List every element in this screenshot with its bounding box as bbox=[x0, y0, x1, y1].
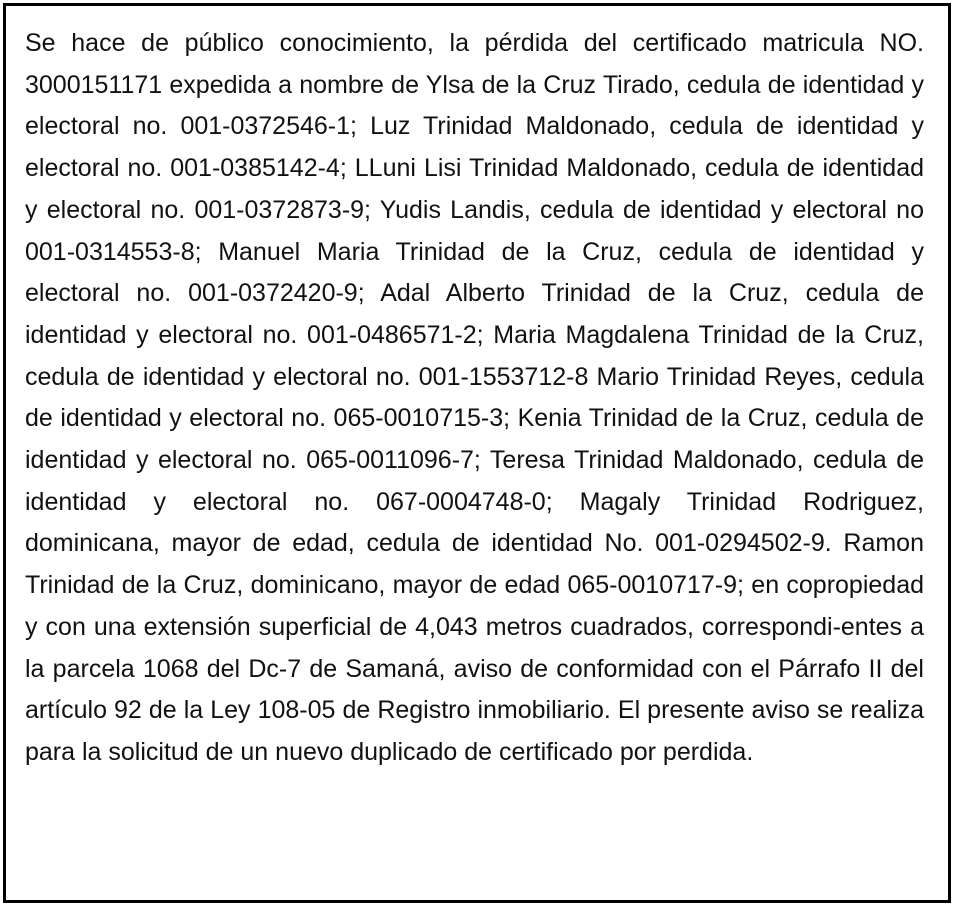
notice-text: Se hace de público conocimiento, la pérdida del certificado matricula NO. 3000151171 expedida a nombre de Ylsa de la Cruz Tirado, cedula de identidad y electoral no. 001-0372546-1; Luz Trinidad Maldonado, cedula de identidad y electoral no. 001-0385142-4; LLuni Lisi Trinidad Maldonado, cedula de identidad y electoral no. 001-0372873-9; Yudis Landis, cedula de identidad y electoral no 001-0314553-8; Manuel Maria Trinidad de la Cruz, cedula de identidad y electoral no. 001-0372420-9; Adal Alberto Trinidad de la Cruz, cedula de identidad y electoral no. 001-0486571-2; Maria Magdalena Trinidad de la Cruz, cedula de identidad y electoral no. 001-1553712-8 Mario Trinidad Reyes, cedula de identidad y electoral no. 065-0010715-3; Kenia Trinidad de la Cruz, cedula de identidad y electoral no. 065-0011096-7; Teresa Trinidad Maldonado, cedula de identidad y electoral no. 067-0004748-0; Magaly Trinidad Rodriguez, dominicana, mayor de edad, cedula de identidad No. 001-0294502-9. Ramon Trinidad de la Cruz, dominicano, mayor de edad 065-0010717-9; en copropiedad y con una extensión superficial de 4,043 metros cuadrados, correspondi-entes a la parcela 1068 del Dc-7 de Samaná, aviso de conformidad con el Párrafo II del artículo 92 de la Ley 108-05 de Registro inmobiliario. El presente aviso se realiza para la solicitud de un nuevo duplicado de certificado por perdida. bbox=[25, 29, 924, 766]
notice-box bbox=[3, 3, 951, 903]
